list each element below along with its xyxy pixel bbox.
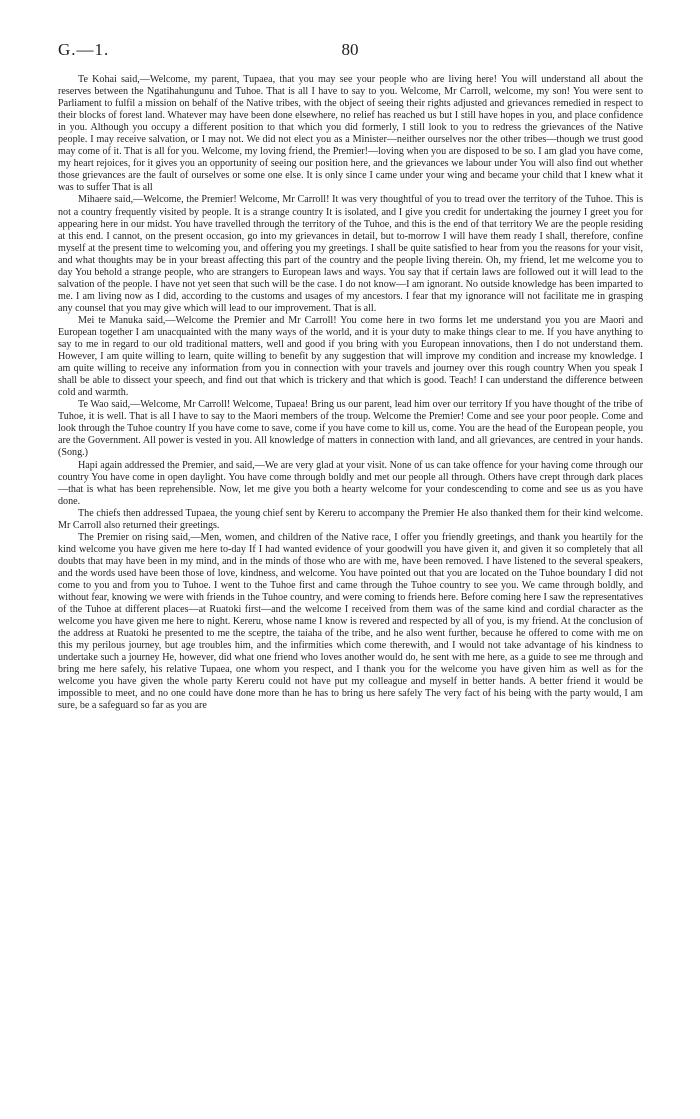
paragraph-mihaere: Mihaere said,—Welcome, the Premier! Welcome, Mr Carroll! It was very thoughtful of you to tread over the territory of the Tuhoe. This is not a country frequently visited by people. It is a strange country It is isolated, and I give you credit for undertaking the journey I greet you for appearing here in our midst. You have travelled through the territory of the Tuhoe, and this is the end of that territory We are the people residing at this end. I cannot, on the present occasion, go into my grievances in detail, but to-morrow I will have them ready I shall, therefore, confine myself at the present time to welcoming you, and offering you my greetings. I shall be quite satisfied to hear from you the reasons for your visit, and what thoughts may be in your breast affecting this part of the country and the people living therein. Oh, my friend, let me welcome you to day You behold a strange people, who are strangers to European laws and ways. You say that if certain laws are followed out it will lead to the salvation of the people. I have not yet seen that such will be the case. I do not know—I am ignorant. No outside knowledge has been imparted to me. I am living now as I did, according to the customs and usages of my ancestors. I fear that my ignorance will not facilitate me in grasping any counsel that you may give which will lead to our improvement. That is all. — [58, 194, 643, 314]
paragraph-te-kohai: Te Kohai said,—Welcome, my parent, Tupaea, that you may see your people who are living here! You will understand all about the reserves between the Ngatihahungunu and Tuhoe. That is all I have to say to you. Welcome, Mr Carroll, welcome, my son! You were sent to Parliament to fulfil a mission on behalf of the Native tribes, with the object of seeing their rights adjusted and grievances remedied in respect to their blocks of forest land. Whatever may have been done elsewhere, no relief has reached us but I still have hopes in you, and place confidence in you. Although you occupy a different position to that which you did formerly, I still look to you to redress the grievances of the Native people. I may receive salvation, or I may not. We did not elect you as a Minister—neither ourselves nor the other tribes—though we trust good may come of it. That is all for you. Welcome, my loving friend, the Premier!—loving when you are disposed to be so. I am glad you have come, my heart rejoices, for it gives you an opportunity of seeing our position here, and the grievances we labour under You will also find out whether those grievances are the fault of ourselves or some one else. It is only since I came under your wing and became your child that I knew what it was to suffer That is all — [58, 74, 643, 194]
page-header — [58, 40, 642, 64]
paragraph-premier: The Premier on rising said,—Men, women, and children of the Native race, I offer you friendly greetings, and thank you heartily for the kind welcome you have given me here to-day If I had wanted evidence of your goodwill you have given it, and given it so completely that all doubts that may have been in my mind, and in the minds of those who are with me, have been removed. I have listened to the several speakers, and the words used have been those of love, kindness, and welcome. You have pointed out that you are located on the Tuhoe boundary I did not come to you and from you to Tuhoe. I went to the Tuhoe first and came through the Tuhoe country to see you. We came through boldly, and without fear, knowing we were with friends in the Tuhoe country, and were coming to friends here. Before coming here I saw the representatives of the Tuhoe at different places—at Ruatoki first—and the welcome I received from them was of the same kind and cordial character as the welcome you have given me here to night. Kereru, whose name I know is revered and respected by all of you, is my friend. At the conclusion of the address at Ruatoki he presented to me the sceptre, the taiaha of the tribe, and he also went further, because he offered to come with me on this my perilous journey, but age troubles him, and the infirmities which come therewith, and I would not take advantage of his kindness to undertake such a journey He, however, did what one friend who loves another would do, he sent with me here, as a guide to see me through and bring me here safely, his relative Tupaea, one whom you respect, and I thank you for the welcome you have given him as well as for the welcome you have given the whole party Kereru could not have put my colleague and myself in better hands. A better friend it would be impossible to meet, and no one could have done more than he has to bring us here safely The very fact of his being with the party would, I am sure, be a safeguard so far as you are — [58, 531, 643, 712]
paragraph-hapi: Hapi again addressed the Premier, and said,—We are very glad at your visit. None of us can take offence for your having come through our country You have come in open daylight. You have come through boldly and met our people all through. Others have crept through dark places —that is what has been reprehensible. Now, let me give you both a hearty welcome for your condescending to come and see us as you have done. — [58, 459, 643, 507]
paragraph-chiefs: The chiefs then addressed Tupaea, the young chief sent by Kereru to accompany the Premier He also thanked them for their kind welcome. Mr Carroll also returned their greetings. — [58, 507, 643, 531]
body-text — [58, 74, 643, 712]
document-reference: G.—1. — [58, 40, 110, 59]
paragraph-te-wao: Te Wao said,—Welcome, Mr Carroll! Welcome, Tupaea! Bring us our parent, lead him over our territory If you have thought of the tribe of Tuhoe, it is well. That is all I have to say to the Maori members of the troup. Welcome the Premier! Come and see your poor people. Come and look through the Tuhoe country If you have come to save, come if you have come to kill us, come. You are the head of the European people, you are the Government. All power is vested in you. All knowledge of matters in connection with land, and all grievances, are centred in your hands. (Song.) — [58, 399, 643, 459]
page-number: 80 — [341, 40, 359, 59]
paragraph-mei-te-manuka: Mei te Manuka said,—Welcome the Premier and Mr Carroll! You come here in two forms let me understand you you are Maori and European together I am unacquainted with the many ways of the world, and it is your duty to make things clear to me. If you have anything to say to me in regard to our old traditional matters, well and good if you bring with you European innovations, then I do not understand them. However, I am quite willing to learn, quite willing to benefit by any suggestion that will improve my condition and increase my knowledge. I am quite willing to receive any information from you in connection with your travels and journey over this rough country When you speak I shall be able to dissect your speech, and find out that which is trickery and that which is good. Teach! I can understand the difference between cold and warmth. — [58, 314, 643, 399]
